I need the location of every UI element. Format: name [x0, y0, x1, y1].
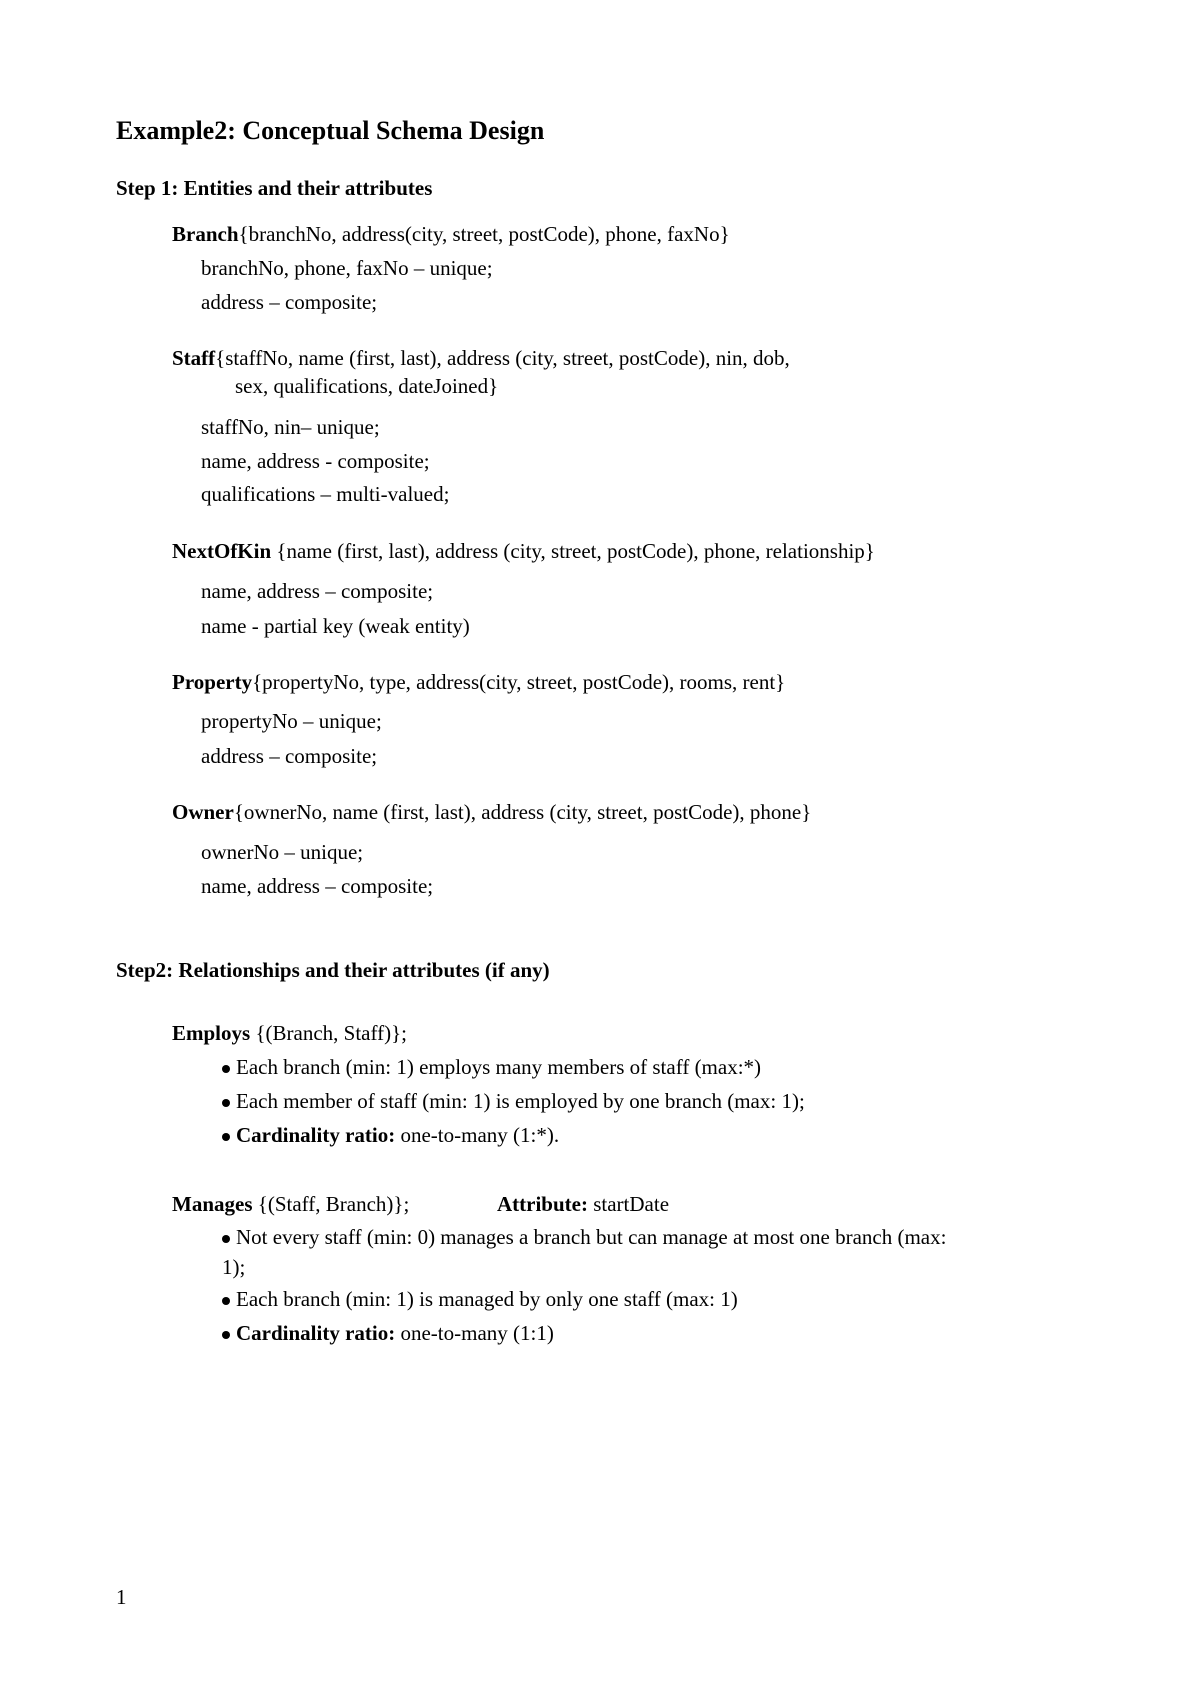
manages-bullet-cardinality — [236, 1321, 554, 1346]
owner-definition — [172, 800, 811, 825]
staff-note-unique: staffNo, nin– unique; — [201, 415, 380, 439]
bullet-icon — [222, 1235, 230, 1243]
manages-bullet-2: Each branch (min: 1) is managed by only one staff (max: 1) — [236, 1287, 738, 1312]
document-title: Example2: Conceptual Schema Design — [116, 116, 545, 145]
bullet-icon — [222, 1099, 230, 1107]
staff-note-multivalued: qualifications – multi-valued; — [201, 482, 450, 506]
branch-definition — [172, 222, 730, 247]
owner-note-unique: ownerNo – unique; — [201, 840, 364, 864]
staff-note-composite: name, address - composite; — [201, 449, 430, 473]
cardinality-label: Cardinality ratio: — [236, 1321, 396, 1345]
branch-attributes: {branchNo, address(city, street, postCode), phone, faxNo} — [238, 222, 730, 246]
attribute-label: Attribute: — [497, 1192, 588, 1216]
cardinality-label: Cardinality ratio: — [236, 1123, 396, 1147]
bullet-icon — [222, 1065, 230, 1073]
nextofkin-entity-name: NextOfKin — [172, 539, 272, 563]
step1-heading: Step 1: Entities and their attributes — [116, 176, 433, 200]
property-entity-name: Property — [172, 670, 253, 694]
employs-relationship-name: Employs — [172, 1021, 251, 1045]
nextofkin-attributes: {name (first, last), address (city, street, postCode), phone, relationship} — [271, 539, 875, 563]
attribute-value: startDate — [587, 1192, 670, 1216]
staff-attributes: {staffNo, name (first, last), address (city, street, postCode), nin, dob, — [215, 346, 790, 370]
owner-attributes: {ownerNo, name (first, last), address (city, street, postCode), phone} — [233, 800, 812, 824]
manages-bullet-1-continued: 1); — [222, 1255, 246, 1279]
manages-attribute — [497, 1192, 669, 1217]
nextofkin-note-partial-key: name - partial key (weak entity) — [201, 614, 470, 638]
branch-note-composite: address – composite; — [201, 290, 378, 314]
staff-entity-name: Staff — [172, 346, 216, 370]
manages-relationship-name: Manages — [172, 1192, 253, 1216]
employs-bullet-cardinality — [236, 1123, 559, 1148]
employs-bullet-1: Each branch (min: 1) employs many members of staff (max:*) — [236, 1055, 761, 1080]
bullet-icon — [222, 1297, 230, 1305]
branch-note-unique: branchNo, phone, faxNo – unique; — [201, 256, 493, 280]
property-definition — [172, 670, 785, 695]
page-number: 1 — [116, 1585, 127, 1609]
manages-participants: {(Staff, Branch)}; — [252, 1192, 410, 1216]
property-note-composite: address – composite; — [201, 744, 378, 768]
bullet-icon — [222, 1133, 230, 1141]
owner-entity-name: Owner — [172, 800, 234, 824]
cardinality-value: one-to-many (1:1) — [395, 1321, 554, 1345]
nextofkin-note-composite: name, address – composite; — [201, 579, 434, 603]
owner-note-composite: name, address – composite; — [201, 874, 434, 898]
manages-definition — [172, 1192, 409, 1217]
step2-heading: Step2: Relationships and their attributes (if any) — [116, 958, 550, 982]
employs-bullet-2: Each member of staff (min: 1) is employed by one branch (max: 1); — [236, 1089, 805, 1114]
employs-definition — [172, 1021, 407, 1046]
staff-attributes-continued: sex, qualifications, dateJoined} — [235, 374, 499, 398]
manages-bullet-1: Not every staff (min: 0) manages a branch but can manage at most one branch (max: — [236, 1225, 946, 1250]
staff-definition — [172, 346, 790, 371]
bullet-icon — [222, 1331, 230, 1339]
cardinality-value: one-to-many (1:*). — [395, 1123, 560, 1147]
nextofkin-definition — [172, 539, 875, 564]
employs-participants: {(Branch, Staff)}; — [250, 1021, 408, 1045]
property-note-unique: propertyNo – unique; — [201, 709, 382, 733]
property-attributes: {propertyNo, type, address(city, street, postCode), rooms, rent} — [252, 670, 786, 694]
branch-entity-name: Branch — [172, 222, 239, 246]
